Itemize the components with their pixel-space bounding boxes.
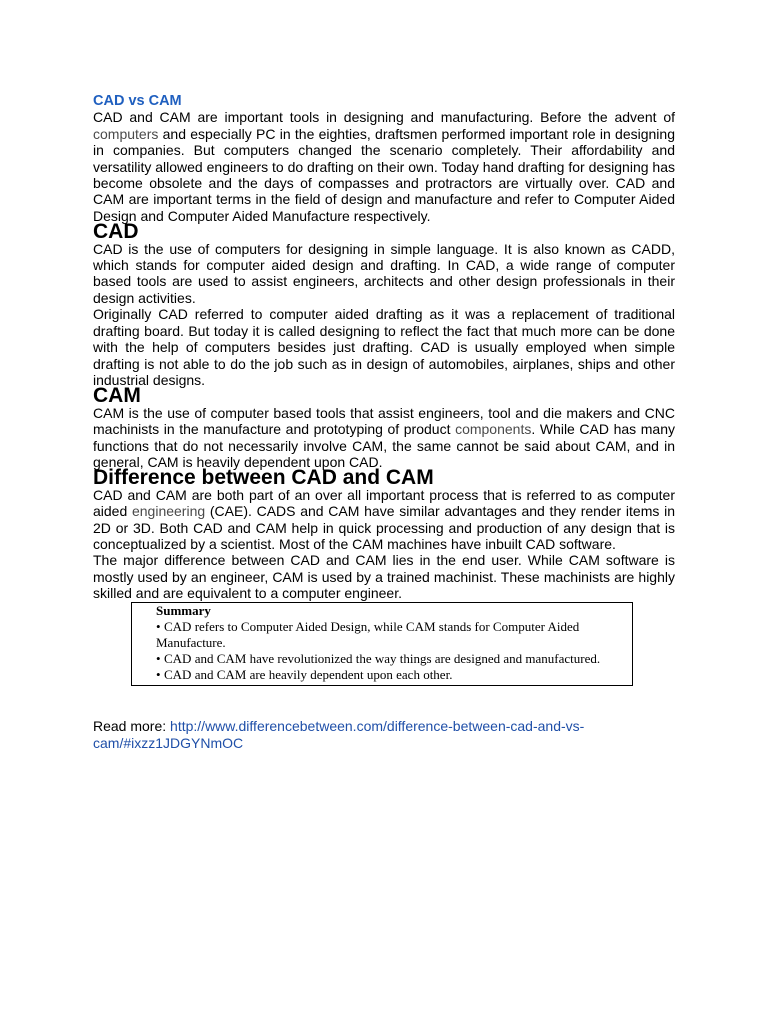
summary-item [156,619,608,651]
computers-link[interactable]: computers [93,125,159,142]
intro-paragraph [93,109,675,224]
cam-heading: CAM [93,384,141,408]
summary-item-text: CAD refers to Computer Aided Design, while CAM stands for Computer Aided Manufacture. [156,618,580,650]
difference-text-after: (CAE). CADS and CAM have similar advantages and they render items in 2D or 3D. Both CAD and CAM help in quick processing and production of any design that is conceptualized by a scientist. Most of the CAM machines have inbuilt CAD software. [93,503,675,552]
page-title: CAD vs CAM [93,93,182,109]
difference-paragraph-1 [93,487,675,553]
cad-paragraph-1: CAD is the use of computers for designing in simple language. It is also known as CADD, which stands for computer aided design and drafting. In CAD, a wide range of computer based tools are used to assist engineers, architects and other design professionals in their design activities. [93,240,675,306]
summary-item-text: CAD and CAM have revolutionized the way things are designed and manufactured. [164,650,601,666]
cam-text-before: CAM is the use of computer based tools that assist engineers, tool and die makers and CNC machinists in the manufacture and prototyping of product [93,404,675,438]
engineering-link[interactable]: engineering [131,503,206,520]
cad-paragraph-2: Originally CAD referred to computer aided drafting as it was a replacement of traditional drafting board. But today it is called designing to reflect the fact that much more can be done with the help of computers besides just drafting. CAD is usually employed when simple drafting is not able to do the job such as in design of automobiles, airplanes, ships and other industrial designs. [93,306,675,388]
summary-item [156,667,608,683]
summary-title: Summary [156,602,211,618]
bullet-icon: • [156,650,161,666]
cam-text-after: . While CAD has many functions that do not necessarily involve CAM, the same cannot be said about CAM, and in general, CAM is heavily dependent upon CAD. [93,421,675,470]
cad-heading: CAD [93,220,139,244]
summary-box [131,602,633,686]
intro-text-after: and especially PC in the eighties, draftsmen performed important role in designing in companies. But computers changed the scenario completely. Their affordability and versatility allowed engineers to do drafting on their own. Today hand drafting for designing has become obsolete and the days of compasses and protractors are virtually over. CAD and CAM are important terms in the field of design and manufacture and refer to Computer Aided Design and Computer Aided Manufacture respectively. [93,125,675,224]
difference-paragraph-2: The major difference between CAD and CAM lies in the end user. While CAM software is mostly used by an engineer, CAM is used by a trained machinist. These machinists are highly skilled and are equivalent to a computer engineer. [93,552,675,602]
difference-heading: Difference between CAD and CAM [93,466,434,490]
components-link[interactable]: components [455,421,532,438]
read-more [93,718,675,752]
summary-item [156,651,608,667]
cam-paragraph [93,405,675,471]
bullet-icon: • [156,618,161,634]
summary-item-text: CAD and CAM are heavily dependent upon each other. [164,666,453,682]
difference-text-before: CAD and CAM are both part of an over all important process that is referred to as computer aided [93,486,675,520]
intro-text-before: CAD and CAM are important tools in designing and manufacturing. Before the advent of [93,109,675,126]
article [93,93,675,752]
read-more-label: Read more: [93,717,171,734]
bullet-icon: • [156,666,161,682]
read-more-link[interactable]: http://www.differencebetween.com/difference-between-cad-and-vs-cam/#ixzz1JDGYNmOC [93,717,585,751]
